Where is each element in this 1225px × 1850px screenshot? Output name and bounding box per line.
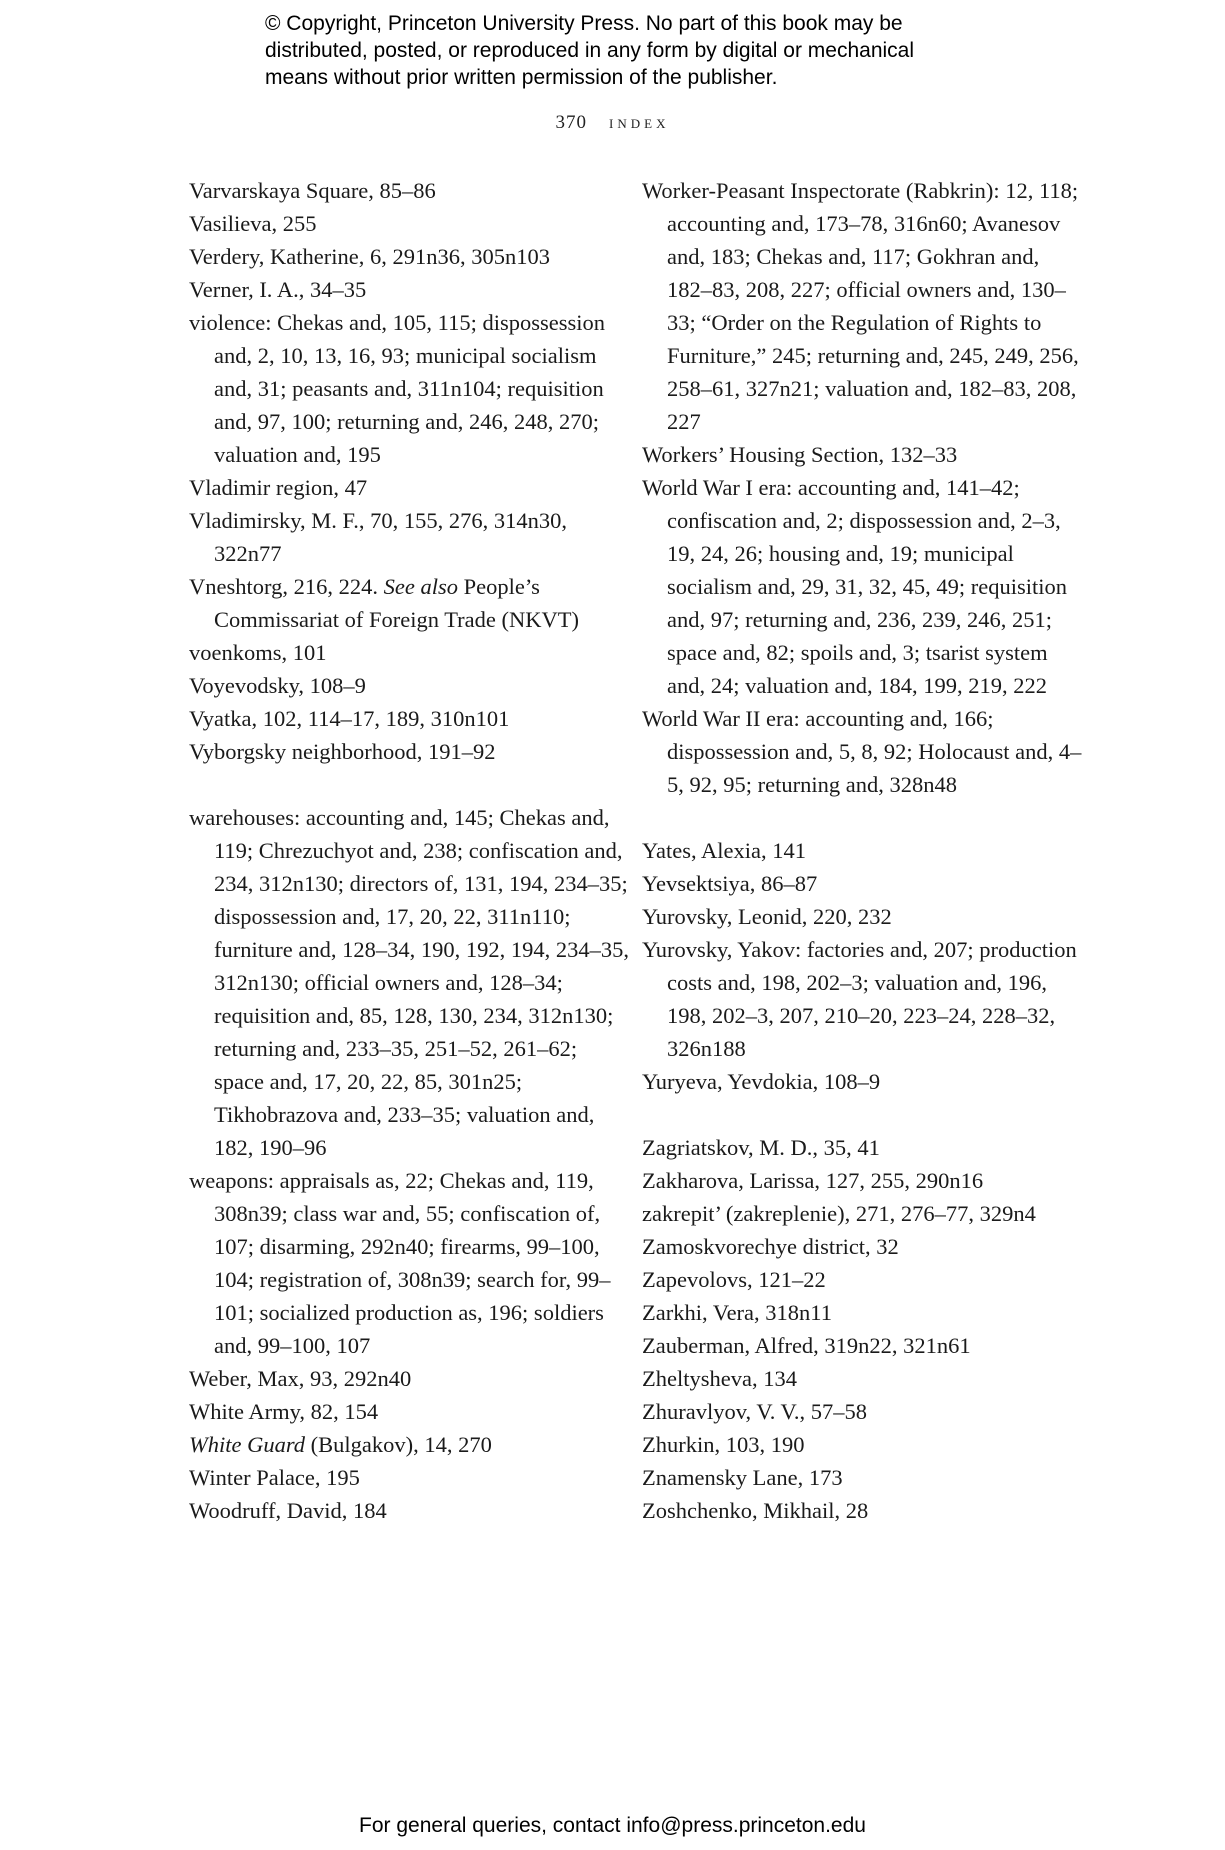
index-entry: [189, 1428, 629, 1461]
index-entry: Znamensky Lane, 173: [642, 1465, 843, 1490]
letter-group-gap: [642, 801, 1082, 834]
page-number: 370: [555, 112, 588, 133]
footer-contact: For general queries, contact info@press.princeton.edu: [359, 1814, 866, 1837]
index-entry: World War I era: accounting and, 141–42; confiscation and, 2; dispossession and, 2–3, 19, 24, 26; housing and, 19; municipal socialism and, 29, 31, 32, 45, 49; requisition and, 97; returning and, 236, 239, 246, 251; space and, 82; spoils and, 3; tsarist system and, 24; valuation and, 184, 199, 219, 222: [642, 475, 1067, 698]
index-entry: Woodruff, David, 184: [189, 1498, 387, 1523]
index-entry: Zapevolovs, 121–22: [642, 1267, 826, 1292]
entry-text: Vneshtorg, 216, 224.: [189, 574, 384, 599]
copyright-notice: [265, 10, 1025, 91]
index-entry: Weber, Max, 93, 292n40: [189, 1366, 412, 1391]
index-column-left: [189, 174, 629, 1527]
index-entry: Vasilieva, 255: [189, 211, 317, 236]
index-entry: Yurovsky, Leonid, 220, 232: [642, 904, 892, 929]
index-entry: Vladimir region, 47: [189, 475, 368, 500]
index-entry: Varvarskaya Square, 85–86: [189, 178, 436, 203]
index-entry: Zagriatskov, M. D., 35, 41: [642, 1135, 880, 1160]
index-entry: Zauberman, Alfred, 319n22, 321n61: [642, 1333, 971, 1358]
copyright-line-1: © Copyright, Princeton University Press. No part of this book may be: [265, 12, 903, 35]
index-column-right: [642, 174, 1082, 1527]
index-entry: Zarkhi, Vera, 318n11: [642, 1300, 832, 1325]
index-entry: Vyatka, 102, 114–17, 189, 310n101: [189, 706, 510, 731]
index-entry: Verdery, Katherine, 6, 291n36, 305n103: [189, 244, 550, 269]
index-entry: Yuryeva, Yevdokia, 108–9: [642, 1069, 881, 1094]
letter-group-gap: [642, 1098, 1082, 1131]
index-entry: violence: Chekas and, 105, 115; dispossession and, 2, 10, 13, 16, 93; municipal socialism and, 31; peasants and, 311n104; requisition and, 97, 100; returning and, 246, 248, 270; valuation and, 195: [189, 310, 605, 467]
running-title: index: [609, 112, 670, 133]
index-entry: Vyborgsky neighborhood, 191–92: [189, 739, 496, 764]
index-entry: Workers’ Housing Section, 132–33: [642, 442, 958, 467]
index-entry: Vladimirsky, M. F., 70, 155, 276, 314n30, 322n77: [189, 508, 567, 566]
letter-group-gap: [189, 768, 629, 801]
index-entry: Zamoskvorechye district, 32: [642, 1234, 899, 1259]
index-entry: Zhurkin, 103, 190: [642, 1432, 805, 1457]
index-entry: voenkoms, 101: [189, 640, 327, 665]
entry-text: People’s Commissariat of Foreign Trade (NKVT): [214, 574, 579, 632]
index-entry: weapons: appraisals as, 22; Chekas and, 119, 308n39; class war and, 55; confiscation of, 107; disarming, 292n40; firearms, 99–100, 104; registration of, 308n39; search for, 99–101; socialized production as, 196; soldiers and, 99–100, 107: [189, 1168, 611, 1358]
copyright-line-3: means without prior written permission of the publisher.: [265, 66, 778, 89]
book-title: White Guard: [189, 1432, 306, 1457]
index-entry: warehouses: accounting and, 145; Chekas and, 119; Chrezuchyot and, 238; confiscation and, 234, 312n130; directors of, 131, 194, 234–35; dispossession and, 17, 20, 22, 311n110; furniture and, 128–34, 190, 192, 194, 234–35, 312n130; official owners and, 128–34; requisition and, 85, 128, 130, 234, 312n130; returning and, 233–35, 251–52, 261–62; space and, 17, 20, 22, 85, 301n25; Tikhobrazova and, 233–35; valuation and, 182, 190–96: [189, 805, 629, 1160]
index-entry: Zoshchenko, Mikhail, 28: [642, 1498, 869, 1523]
index-entry: Yurovsky, Yakov: factories and, 207; production costs and, 198, 202–3; valuation and, 196, 198, 202–3, 207, 210–20, 223–24, 228–32, 326n188: [642, 937, 1077, 1061]
copyright-line-2: distributed, posted, or reproduced in any form by digital or mechanical: [265, 39, 915, 62]
entry-text: (Bulgakov), 14, 270: [305, 1432, 492, 1457]
index-entry: Verner, I. A., 34–35: [189, 277, 367, 302]
index-entry: Zhuravlyov, V. V., 57–58: [642, 1399, 868, 1424]
index-entry: Zakharova, Larissa, 127, 255, 290n16: [642, 1168, 984, 1193]
index-entry: White Army, 82, 154: [189, 1399, 379, 1424]
index-entry: Yates, Alexia, 141: [642, 838, 806, 863]
index-entry: zakrepit’ (zakreplenie), 271, 276–77, 329n4: [642, 1201, 1036, 1226]
index-entry: Voyevodsky, 108–9: [189, 673, 366, 698]
index-entry: Zheltysheva, 134: [642, 1366, 797, 1391]
index-entry: Worker-Peasant Inspectorate (Rabkrin): 12, 118; accounting and, 173–78, 316n60; Avanesov and, 183; Chekas and, 117; Gokhran and, 182–83, 208, 227; official owners and, 130–33; “Order on the Regulation of Rights to Furniture,” 245; returning and, 245, 249, 256, 258–61, 327n21; valuation and, 182–83, 208, 227: [642, 178, 1079, 434]
running-head: [0, 112, 1225, 134]
index-entry: World War II era: accounting and, 166; dispossession and, 5, 8, 92; Holocaust and, 4–5, 92, 95; returning and, 328n48: [642, 706, 1082, 797]
cross-reference-label: See also: [383, 574, 458, 599]
index-entry: Yevsektsiya, 86–87: [642, 871, 818, 896]
index-entry: Winter Palace, 195: [189, 1465, 360, 1490]
index-entry: [189, 570, 629, 636]
